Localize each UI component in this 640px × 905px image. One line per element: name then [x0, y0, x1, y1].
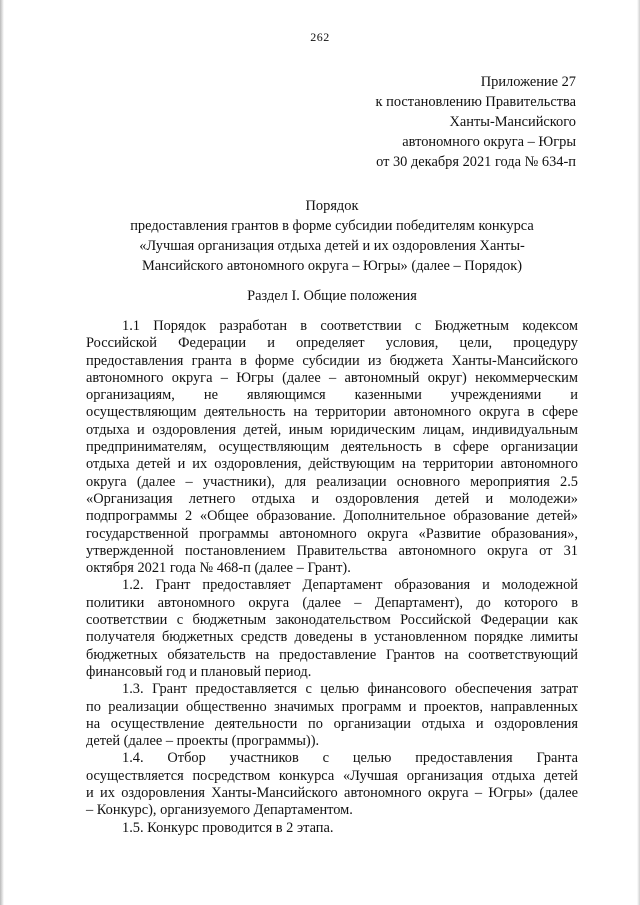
title-line: Порядок [305, 198, 359, 214]
document-title [86, 196, 578, 276]
body-line: политики автономного округа (далее – Департамент), до которого в [86, 594, 578, 611]
body-line: предоставления гранта в форме субсидии из бюджета Ханты-Мансийского [86, 352, 578, 369]
body-line: Российской Федерации и определяет условия, цели, процедуру [86, 335, 578, 352]
section-heading: Раздел I. Общие положения [247, 288, 417, 304]
body-line: отдыха и оздоровления детей, иным юридическим лицам, индивидуальным [86, 421, 578, 438]
body-text [86, 318, 578, 837]
body-line: отдыха детей и их оздоровления, действующим на территории автономного [86, 456, 578, 473]
body-line: октября 2021 года № 468-п (далее – Грант). [86, 560, 351, 577]
body-line: на осуществление деятельности по организации отдыха и оздоровления [86, 715, 578, 732]
title-line: предоставления грантов в форме субсидии победителям конкурса [130, 218, 534, 234]
scan-left-edge [0, 0, 4, 905]
appendix-line: от 30 декабря 2021 года № 634-п [376, 154, 576, 170]
body-line: 1.3. Грант предоставляется с целью финансового обеспечения затрат [122, 681, 578, 698]
title-line: «Лучшая организация отдыха детей и их оздоровления Ханты- [139, 238, 525, 254]
body-line: автономного округа – Югры (далее – автономный округ) некоммерческим [86, 369, 578, 386]
appendix-line: Ханты-Мансийского [449, 114, 576, 130]
body-line: «Организация летнего отдыха и оздоровления детей и молодежи» [86, 490, 578, 507]
body-line: получателя бюджетных средств доведены в установленном порядке лимиты [86, 629, 578, 646]
appendix-line: к постановлению Правительства [375, 94, 576, 110]
body-line: организациям, не являющимся казенными учреждениями и [86, 387, 578, 404]
body-line: 1.4. Отбор участников с целью предоставления Гранта [122, 750, 578, 767]
body-line: подпрограммы 2 «Общее образование. Дополнительное образование детей» [86, 508, 578, 525]
body-line: и их оздоровления Ханты-Мансийского автономного округа – Югры» (далее [86, 785, 578, 802]
body-line: округа (далее – участники), для реализации основного мероприятия 2.5 [86, 473, 578, 490]
body-line: по реализации общественно значимых программ и проектов, направленных [86, 698, 578, 715]
page-number: 262 [310, 30, 330, 44]
body-line: бюджетных обязательств на предоставление Грантов на соответствующий [86, 646, 578, 663]
body-line: осуществляющим деятельность на территории автономного округа в сфере [86, 404, 578, 421]
body-line: детей (далее – проекты (программы)). [86, 733, 320, 750]
body-line: предпринимателям, осуществляющим деятельность в сфере организации [86, 439, 578, 456]
title-line: Мансийского автономного округа – Югры» (далее – Порядок) [141, 258, 523, 274]
body-line: осуществляется посредством конкурса «Лучшая организация отдыха детей [86, 767, 578, 784]
body-line: 1.2. Грант предоставляет Департамент образования и молодежной [122, 577, 578, 594]
appendix-line: автономного округа – Югры [402, 134, 576, 150]
appendix-line: Приложение 27 [480, 74, 576, 90]
body-line: – Конкурс), организуемого Департаментом. [86, 802, 353, 819]
body-line: соответствии с бюджетным законодательством Российской Федерации как [86, 612, 578, 629]
appendix-block [300, 72, 576, 172]
body-line: 1.5. Конкурс проводится в 2 этапа. [122, 819, 334, 836]
body-line: государственной программы автономного округа «Развитие образования», [86, 525, 578, 542]
body-line: 1.1 Порядок разработан в соответствии с Бюджетным кодексом [122, 318, 578, 334]
body-line: утвержденной постановлением Правительства автономного округа от 31 [86, 542, 578, 559]
body-line: финансовый год и плановый период. [86, 663, 312, 680]
